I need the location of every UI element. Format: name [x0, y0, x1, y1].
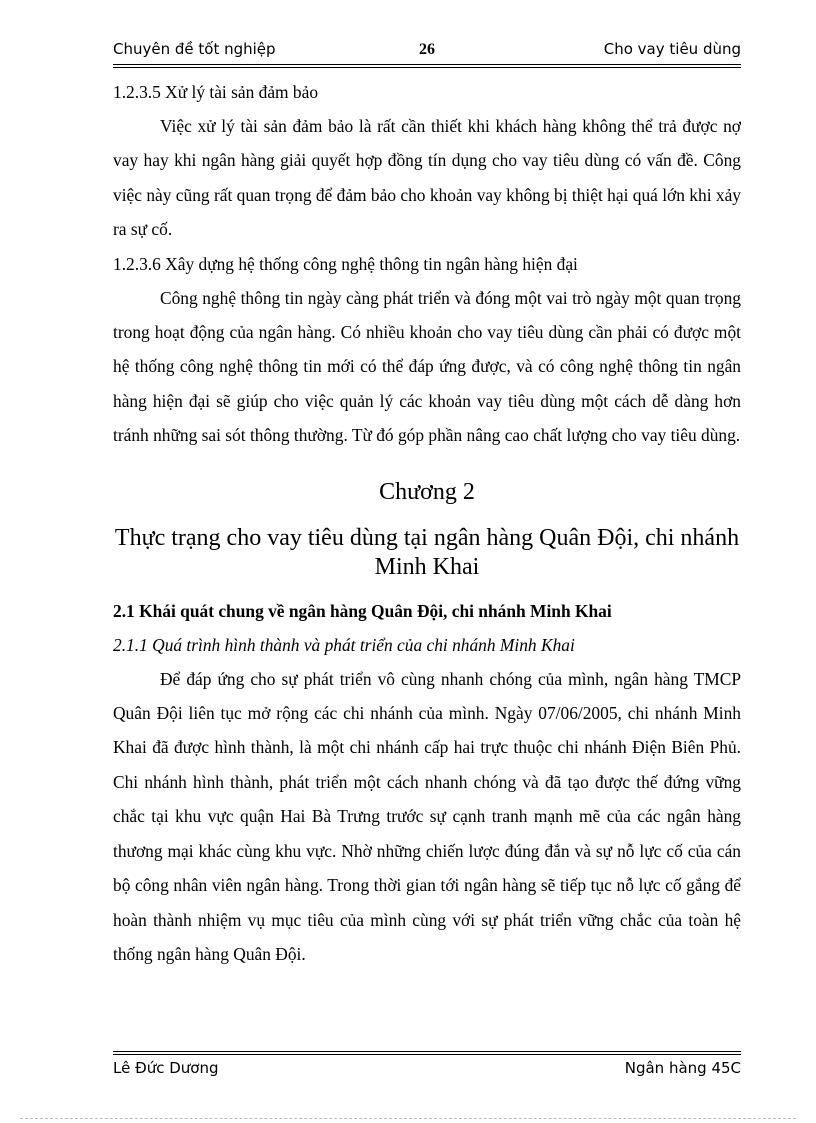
header-left-text: Chuyên đề tốt nghiệp: [113, 40, 276, 58]
page-header: [113, 40, 741, 66]
section-1236-paragraph: Công nghệ thông tin ngày càng phát triển và đóng một vai trò ngày một quan trọng trong hoạt động của ngân hàng. Có nhiều khoản cho vay tiêu dùng cần phải có được một hệ thống công nghệ thông tin mới có thể đáp ứng được, và có công nghệ thông tin ngân hàng hiện đại sẽ giúp cho việc quản lý các khoản vay tiêu dùng một cách dễ dàng hơn tránh những sai sót thông thường. Từ đó góp phần nâng cao chất lượng cho vay tiêu dùng.: [113, 287, 741, 446]
chapter-title: Thực trạng cho vay tiêu dùng tại ngân hàng Quân Đội, chi nhánh Minh Khai: [114, 524, 740, 580]
section-211-paragraph: Để đáp ứng cho sự phát triển vô cùng nhanh chóng của mình, ngân hàng TMCP Quân Đội liên tục mở rộng các chi nhánh của mình. Ngày 07/06/2005, chi nhánh Minh Khai đã được hình thành, là một chi nhánh cấp hai trực thuộc chi nhánh Điện Biên Phủ. Chi nhánh hình thành, phát triển một cách nhanh chóng và đã tạo được thế đứng vững chắc tại khu vực quận Hai Bà Trưng trước sự cạnh tranh mạnh mẽ của các ngân hàng thương mại khác cùng khu vực. Nhờ những chiến lược đúng đắn và sự nỗ lực cố của cán bộ công nhân viên ngân hàng. Trong thời gian tới ngân hàng sẽ tiếp tục nỗ lực cố gắng để hoàn thành nhiệm vụ mục tiêu của mình cùng với sự phát triển vững chắc của toàn hệ thống ngân hàng Quân Đội.: [113, 668, 741, 964]
section-1235-heading: 1.2.3.5 Xử lý tài sản đảm bảo: [113, 82, 319, 102]
header-right-text: Cho vay tiêu dùng: [603, 40, 741, 58]
header-rule-bottom: [113, 67, 741, 68]
page-bottom-border: [20, 1118, 796, 1119]
section-1236-heading: 1.2.3.6 Xây dựng hệ thống công nghệ thông tin ngân hàng hiện đại: [113, 253, 578, 274]
section-1235-paragraph: Việc xử lý tài sản đảm bảo là rất cần thiết khi khách hàng không thể trả được nợ vay hay khi ngân hàng giải quyết hợp đồng tín dụng cho vay tiêu dùng có vấn đề. Công việc này cũng rất quan trọng để đảm bảo cho khoản vay không bị thiệt hại quá lớn khi xảy ra sự cố.: [113, 116, 741, 240]
footer-author: Lê Đức Dương: [113, 1059, 219, 1077]
header-rule-top: [113, 64, 741, 65]
section-21-heading: 2.1 Khái quát chung về ngân hàng Quân Đội, chi nhánh Minh Khai: [113, 600, 612, 621]
footer-class: Ngân hàng 45C: [624, 1059, 741, 1077]
document-body: [113, 75, 741, 971]
section-211-heading: 2.1.1 Quá trình hình thành và phát triển của chi nhánh Minh Khai: [113, 634, 575, 655]
chapter-label: Chương 2: [379, 478, 475, 505]
page-number: 26: [419, 41, 435, 58]
footer-rule-top: [113, 1051, 741, 1052]
footer-rule-bottom: [113, 1054, 741, 1055]
